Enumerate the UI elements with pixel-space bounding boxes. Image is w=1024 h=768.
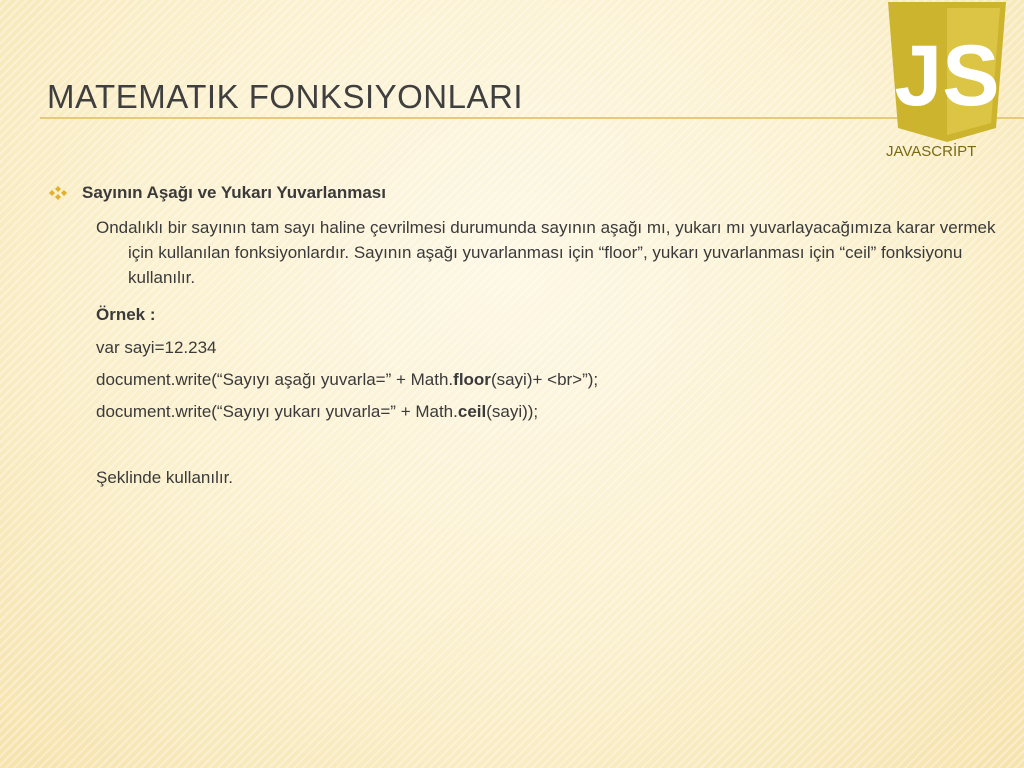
code-line-2-method: floor <box>453 370 491 389</box>
closing-text: Şeklinde kullanılır. <box>96 468 234 487</box>
slide-title: MATEMATIK FONKSIYONLARI <box>47 78 523 115</box>
logo-label: JAVASCRİPT <box>886 143 977 160</box>
code-line-1: var sayi=12.234 <box>96 338 217 357</box>
code-line-3-suffix: (sayi)); <box>486 402 539 421</box>
code-line-3-method: ceil <box>457 402 487 421</box>
code-line-2-suffix: (sayi)+ <br>”); <box>490 370 599 389</box>
bullet-heading: Sayının Aşağı ve Yukarı Yuvarlanması <box>82 183 386 202</box>
diamond-bullet-icon <box>48 186 68 200</box>
bullet-item <box>48 183 386 203</box>
code-line-2-prefix: document.write(“Sayıyı aşağı yuvarla=” + Math. <box>96 370 454 389</box>
title-underline <box>40 117 1024 119</box>
code-line-3-prefix: document.write(“Sayıyı yukarı yuvarla=” + Math. <box>96 402 458 421</box>
code-line-2 <box>96 367 598 392</box>
description-paragraph: Ondalıklı bir sayının tam sayı haline çevrilmesi durumunda sayının aşağı mı, yukarı mı yuvarlayacağımıza karar vermek için kullanılan fonksiyonlardır. Sayının aşağı yuvarlanması için “floor”, yukarı yuvarlanması için “ceil” fonksiyonu kullanılır. <box>96 218 996 287</box>
code-line-3 <box>96 399 538 424</box>
logo-letters: JS <box>894 28 1000 124</box>
example-label: Örnek : <box>96 305 156 324</box>
